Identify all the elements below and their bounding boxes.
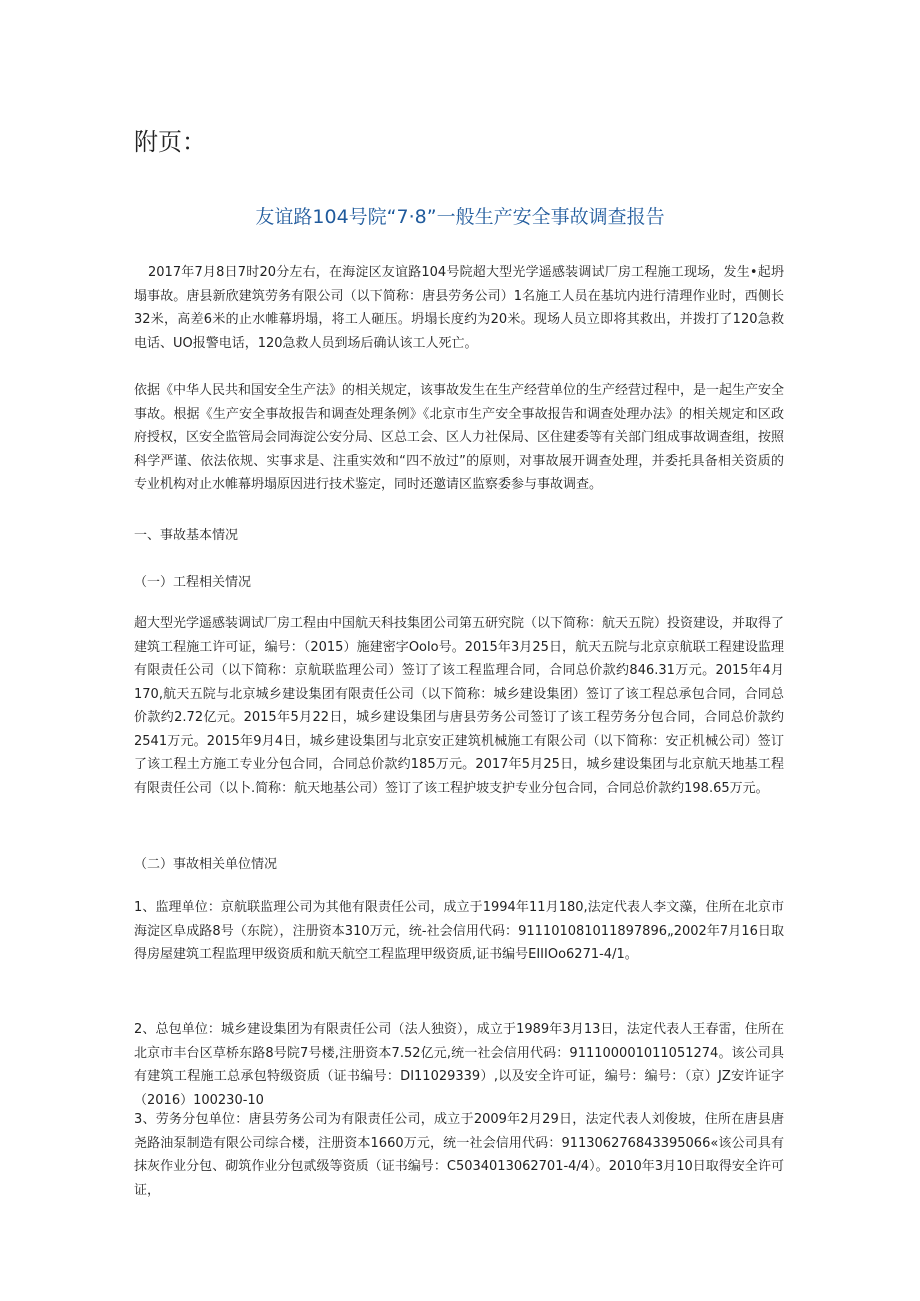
paragraph-unit-labor: 3、劳务分包单位：唐县劳务公司为有限责任公司，成立于2009年2月29日，法定代表人刘俊坡，住所在唐县唐尧路油泵制造有限公司综合楼，注册资本1660万元，统一社会信用代码：911306276843395066«该公司具有抹灰作业分包、砌筑作业分包贰级等资质（证书编号：C5034013062701-4/4）。2010年3月10日取得安全许可证，	[134, 1112, 784, 1198]
paragraph-unit-supervision: 1、监理单位：京航联监理公司为其他有限责任公司，成立于1994年11月180,法定代表人李文藻，住所在北京市海淀区阜成路8号（东院），注册资本310万元，统-社会信用代码：911101081011897896„2002年7月16日取得房屋建筑工程监理甲级资质和航天航空工程监理甲级资质,证书编号EIIIOo6271-4/1。	[134, 900, 784, 962]
report-title: 友谊路104号院“7·8”一般生产安全事故调查报告	[255, 206, 665, 228]
appendix-label: 附页：	[134, 128, 206, 156]
subheading-units: （二）事故相关单位情况	[134, 857, 278, 872]
section-heading-basic-info: 一、事故基本情况	[134, 528, 239, 543]
paragraph-intro: 2017年7月8日7时20分左右，在海淀区友谊路104号院超大型光学遥感装调试厂房工程施工现场，发生•起坍塌事故。唐县新欣建筑劳务有限公司（以下简称：唐县劳务公司）1名施工人员在基坑内进行清理作业时，西侧长32米，高差6米的止水帷幕坍塌，将工人砸压。坍塌长度约为20米。现场人员立即将其救出，并拨打了120急救电话、UO报警电话，120急救人员到场后确认该工人死亡。	[134, 265, 784, 351]
subheading-project: （一）工程相关情况	[134, 575, 252, 590]
paragraph-project: 超大型光学遥感装调试厂房工程由中国航天科技集团公司第五研究院（以下简称：航天五院）投资建设，并取得了建筑工程施工许可证，编号：（2015）施建密字Oolo号。2015年3月25日，航天五院与北京京航联工程建设监理有限责任公司（以下简称：京航联监理公司）签订了该工程监理合同，合同总价款约846.31万元。2015年4月170,航天五院与北京城乡建设集团有限责任公司（以下简称：城乡建设集团）签订了该工程总承包合同，合同总价款约2.72亿元。2015年5月22日，城乡建设集团与唐县劳务公司签订了该工程劳务分包合同，合同总价款约2541万元。2015年9月4日，城乡建设集团与北京安正建筑机械施工有限公司（以下简称：安正机械公司）签订了该工程土方施工专业分包合同，合同总价款约185万元。2017年5月25日，城乡建设集团与北京航天地基工程有限责任公司（以卜.简称：航天地基公司）签订了该工程护坡支护专业分包合同，合同总价款约198.65万元。	[134, 616, 785, 796]
paragraph-unit-contractor: 2、总包单位：城乡建设集团为有限责任公司（法人独资），成立于1989年3月13日，法定代表人王春雷，住所在北京市丰台区草桥东路8号院7号楼,注册资本7.52亿元,统一社会信用代码：911100001011051274。该公司具有建筑工程施工总承包特级资质（证书编号：DI11029339）,以及安全许可证，编号：编号：（京）JZ安许证字（2016）100230-10	[134, 1022, 784, 1108]
paragraph-basis: 依据《中华人民共和国安全生产法》的相关规定，该事故发生在生产经营单位的生产经营过程中，是一起生产安全事故。根据《生产安全事故报告和调查处理条例》《北京市生产安全事故报告和调查处理办法》的相关规定和区政府授权，区安全监管局会同海淀公安分局、区总工会、区人力社保局、区住建委等有关部门组成事故调查组，按照科学严谨、依法依规、实事求是、注重实效和“四不放过”的原则，对事故展开调查处理，并委托具备相关资质的专业机构对止水帷幕坍塌原因进行技术鉴定，同时还邀请区监察委参与事故调查。	[134, 383, 785, 492]
